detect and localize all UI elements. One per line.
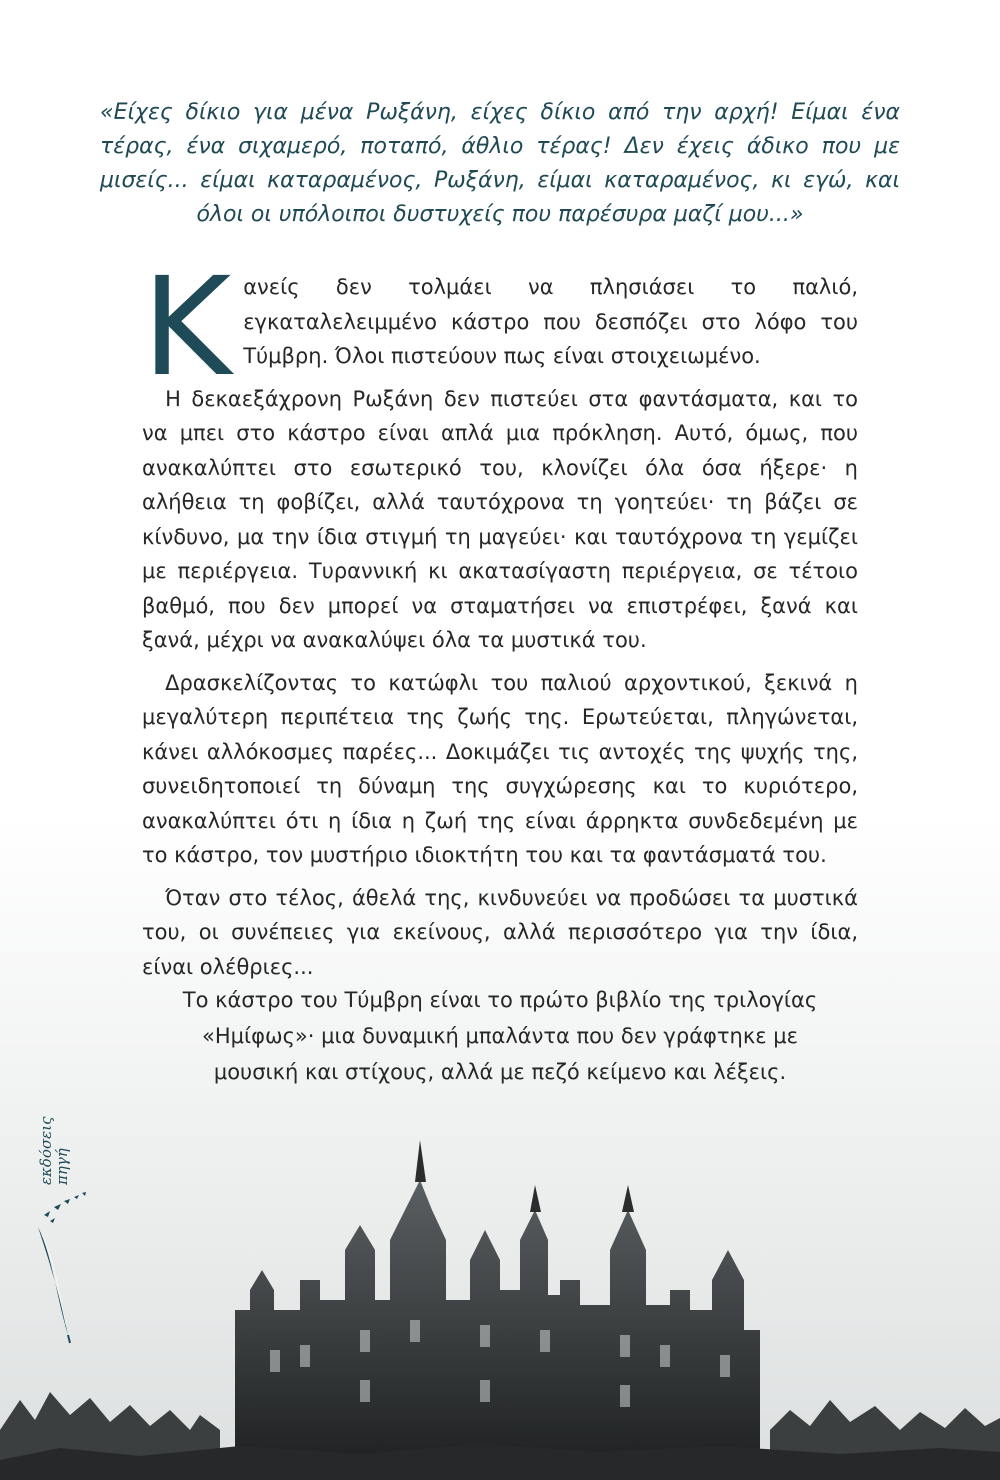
blurb-paragraph-1-text: ανείς δεν τολμάει να πλησιάσει το παλιό, εγκαταλελειμμένο κάστρο που δεσπόζει στο λόφο του Τύμβρη. Όλοι πιστεύουν πως είναι στοιχειωμένο. [243,275,858,368]
castle-illustration [0,1130,1000,1480]
series-note: Το κάστρο του Τύμβρη είναι το πρώτο βιβλίο της τριλογίας «Ημίφως»· μια δυναμική μπαλάντα που δεν γράφτηκε με μουσική και στίχους, αλλά με πεζό κείμενο και λέξεις. [182,988,818,1084]
drop-cap: Κ [142,249,232,407]
blurb [142,249,858,992]
blurb-paragraph-2: Η δεκαεξάχρονη Ρωξάνη δεν πιστεύει στα φαντάσματα, και το να μπει στο κάστρο είναι απλά μια πρόκληση. Αυτό, όμως, που ανακαλύπτει στο εσωτερικό του, κλονίζει όλα όσα ήξερε· η αλήθεια τη φοβίζει, αλλά ταυτόχρονα τη γοητεύει· τη βάζει σε κίνδυνο, μα την ίδια στιγμή τη μαγεύει· και ταυτόχρονα τη γεμίζει με περιέργεια. Τυραννική κι ακατασίγαστη περιέργεια, σε τέτοιο βαθμό, που δεν μπορεί να σταματήσει να επιστρέφει, ξανά και ξανά, μέχρι να ανακαλύψει όλα τα μυστικά του. [142,386,858,652]
blurb-paragraph-1 [142,249,858,407]
publisher-name-line-1: εκδόσεις [37,1116,55,1185]
publisher-name-line-2: πηγή [53,1148,71,1185]
blurb-paragraph-3: Δρασκελίζοντας το κατώφλι του παλιού αρχοντικού, ξεκινά η μεγαλύτερη περιπέτεια της ζωής της. Ερωτεύεται, πληγώνεται, κάνει αλλόκοσμες παρέες... Δοκιμάζει τις αντοχές της ψυχής της, συνειδητοποιεί τη δύναμη της συγχώρεσης και το κυριότερο, ανακαλύπτει ότι η ίδια η ζωή της είναι άρρηκτα συνδεδεμένη με το κάστρο, τον μυστήριο ιδιοκτήτη του και τα φαντάσματά του. [142,670,858,867]
blurb-paragraph-4: Όταν στο τέλος, άθελά της, κινδυνεύει να προδώσει τα μυστικά του, οι συνέπειες για εκείνους, αλλά περισσότερο για την ίδια, είναι ολέθριες... [142,885,858,979]
opening-quote: «Είχες δίκιο για μένα Ρωξάνη, είχες δίκιο από την αρχή! Είμαι ένα τέρας, ένα σιχαμερό, ποταπό, άθλιο τέρας! Δεν έχεις άδικο που με μισείς... είμαι καταραμένος, Ρωξάνη, είμαι καταραμένος, κι εγώ, και όλοι οι υπόλοιποι δυστυχείς που παρέσυρα μαζί μου...» [100,100,900,227]
